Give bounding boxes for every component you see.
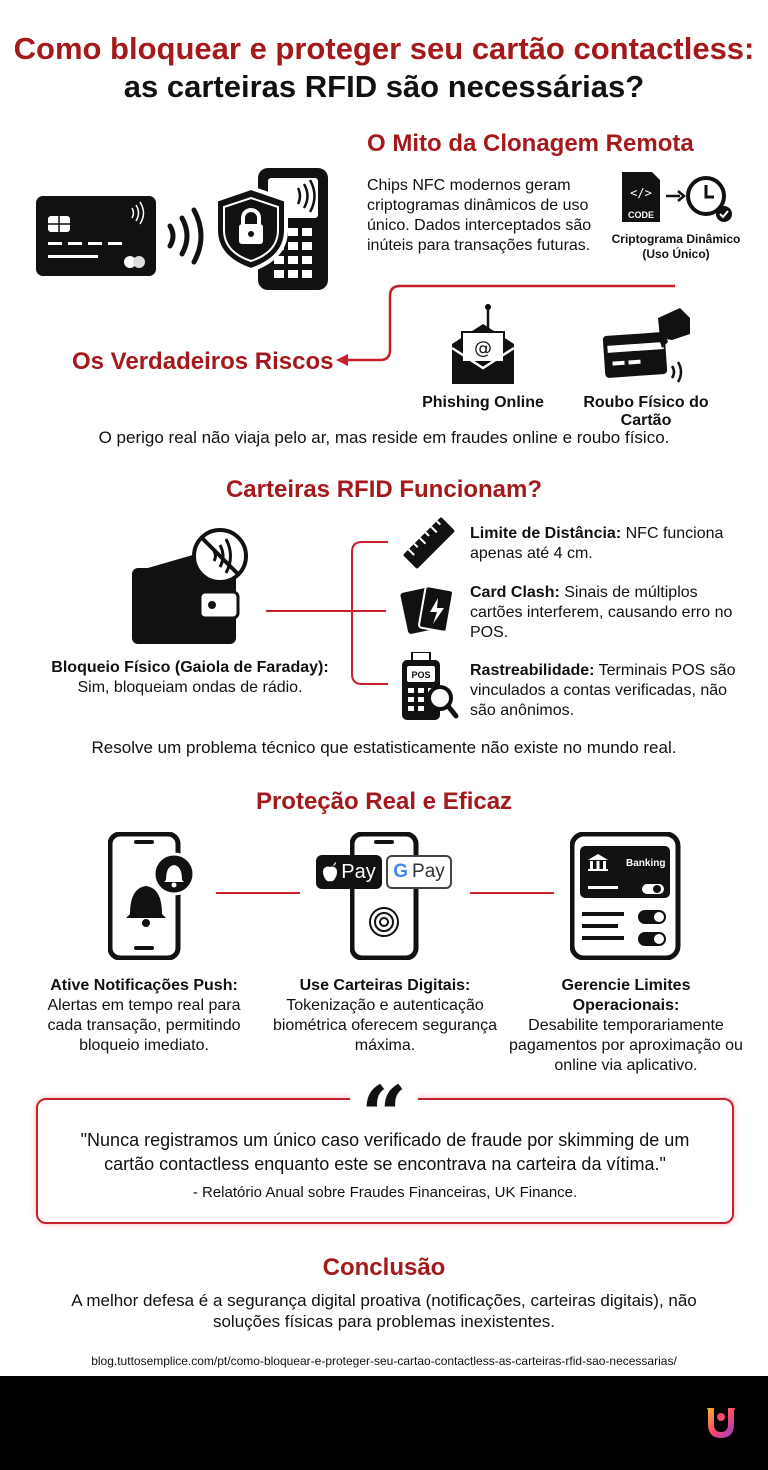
rfid-item-distance bbox=[470, 524, 740, 564]
svg-text:</>: </> bbox=[630, 186, 652, 200]
google-pay-label: Pay bbox=[412, 861, 445, 882]
arrow-right-icon bbox=[666, 191, 684, 201]
google-pay-badge bbox=[386, 855, 452, 889]
banking-label: Banking bbox=[626, 858, 666, 869]
rfid-item-distance-title: Limite de Distância: bbox=[470, 525, 622, 542]
rfid-wallet-icon bbox=[130, 528, 254, 646]
crypto-label-line2: (Uso Único) bbox=[642, 247, 710, 261]
rfid-item-clash-title: Card Clash: bbox=[470, 584, 560, 601]
quote-mark-icon: “ bbox=[350, 1070, 418, 1126]
protection-item-push-title: Ative Notificações Push: bbox=[50, 977, 238, 994]
apple-icon bbox=[322, 862, 338, 882]
quote-source: - Relatório Anual sobre Fraudes Financeiras, UK Finance. bbox=[192, 1184, 578, 1201]
pos-label: POS bbox=[411, 670, 431, 680]
code-file-icon bbox=[622, 172, 660, 222]
protection-line-left bbox=[216, 892, 300, 894]
code-to-clock-icon bbox=[618, 170, 738, 228]
theft-label: Roubo Físico do Cartão bbox=[583, 394, 709, 429]
protection-item-limits bbox=[506, 976, 746, 1076]
protection-item-push-text: Alertas em tempo real para cada transação, permitindo bloqueio imediato. bbox=[47, 997, 241, 1054]
myth-text: Chips NFC modernos geram criptogramas dinâmicos de uso único. Dados interceptados são inúteis para transações futuras. bbox=[367, 177, 592, 254]
wallet-caption-text: Sim, bloqueiam ondas de rádio. bbox=[77, 679, 303, 696]
bracket-lines bbox=[340, 538, 396, 688]
protection-item-wallet-text: Tokenização e autenticação biométrica oferecem segurança máxima. bbox=[272, 997, 498, 1054]
code-label: CODE bbox=[627, 210, 655, 220]
rfid-heading: Carteiras RFID Funcionam? bbox=[225, 476, 543, 503]
svg-text:@: @ bbox=[474, 338, 492, 359]
shield-lock-icon bbox=[216, 188, 286, 270]
rfid-item-trace bbox=[470, 661, 745, 721]
protection-item-limits-text: Desabilite temporariamente pagamentos por aproximação ou online via aplicativo. bbox=[509, 1017, 743, 1074]
wallet-caption bbox=[40, 658, 340, 698]
protection-item-push bbox=[30, 976, 258, 1056]
quote-text: "Nunca registramos um único caso verificado de fraude por skimming de um cartão contactless enquanto este se encontrava na carteira da vítima." bbox=[80, 1130, 690, 1174]
protection-item-limits-title: Gerencie Limites Operacionais: bbox=[561, 977, 691, 1014]
protection-item-wallet-title: Use Carteiras Digitais: bbox=[299, 977, 471, 994]
wallet-caption-bold: Bloqueio Físico (Gaiola de Faraday): bbox=[51, 659, 329, 676]
digital-wallet-phone bbox=[350, 832, 420, 960]
conclusion-heading: Conclusão bbox=[322, 1254, 446, 1281]
phishing-label: Phishing Online bbox=[422, 394, 544, 411]
card-terminal-illustration bbox=[36, 168, 336, 293]
footer-bar bbox=[0, 1376, 768, 1470]
banking-phone-icon bbox=[570, 832, 682, 960]
title-line-2: as carteiras RFID são necessárias? bbox=[123, 69, 645, 104]
crypto-label-line1: Criptograma Dinâmico bbox=[611, 232, 741, 246]
rfid-item-distance-text: NFC funciona apenas até 4 cm. bbox=[470, 525, 724, 562]
push-notification-phone-icon bbox=[108, 832, 198, 960]
card-clash-icon bbox=[400, 582, 458, 640]
crypto-label bbox=[604, 232, 748, 262]
rfid-item-clash bbox=[470, 583, 740, 643]
credit-card-icon bbox=[36, 196, 156, 276]
title-line-1: Como bloquear e proteger seu cartão contactless: bbox=[13, 31, 755, 66]
risks-heading: Os Verdadeiros Riscos bbox=[72, 348, 334, 375]
contactless-waves-icon bbox=[170, 210, 201, 262]
rfid-item-trace-title: Rastreabilidade: bbox=[470, 662, 595, 679]
rfid-item-clash-text: Sinais de múltiplos cartões interferem, causando erro no POS. bbox=[470, 584, 733, 641]
card-theft-icon bbox=[600, 306, 694, 388]
rfid-item-trace-text: Terminais POS são vinculados a contas verificadas, não são anônimos. bbox=[470, 662, 736, 719]
rfid-summary: Resolve um problema técnico que estatisticamente não existe no mundo real. bbox=[91, 738, 677, 757]
pos-search-icon bbox=[398, 652, 460, 722]
phishing-email-icon bbox=[448, 304, 518, 388]
myth-heading: O Mito da Clonagem Remota bbox=[367, 130, 694, 157]
conclusion-text: A melhor defesa é a segurança digital proativa (notificações, carteiras digitais), não soluções físicas para problemas inexistentes. bbox=[71, 1291, 697, 1331]
ruler-icon bbox=[400, 514, 458, 572]
risks-summary: O perigo real não viaja pelo ar, mas reside em fraudes online e roubo físico. bbox=[98, 428, 670, 447]
protection-heading: Proteção Real e Eficaz bbox=[255, 788, 513, 815]
google-g-icon: G bbox=[393, 861, 409, 882]
brand-logo-icon bbox=[702, 1404, 740, 1442]
protection-item-wallet bbox=[272, 976, 498, 1056]
clock-icon bbox=[688, 178, 732, 222]
apple-pay-badge bbox=[316, 855, 382, 889]
source-url[interactable]: blog.tuttosemplice.com/pt/como-bloquear-e-proteger-seu-cartao-contactless-as-carteiras-rfid-sao-necessarias/ bbox=[91, 1354, 677, 1368]
apple-pay-label: Pay bbox=[341, 860, 376, 883]
protection-line-right bbox=[470, 892, 554, 894]
